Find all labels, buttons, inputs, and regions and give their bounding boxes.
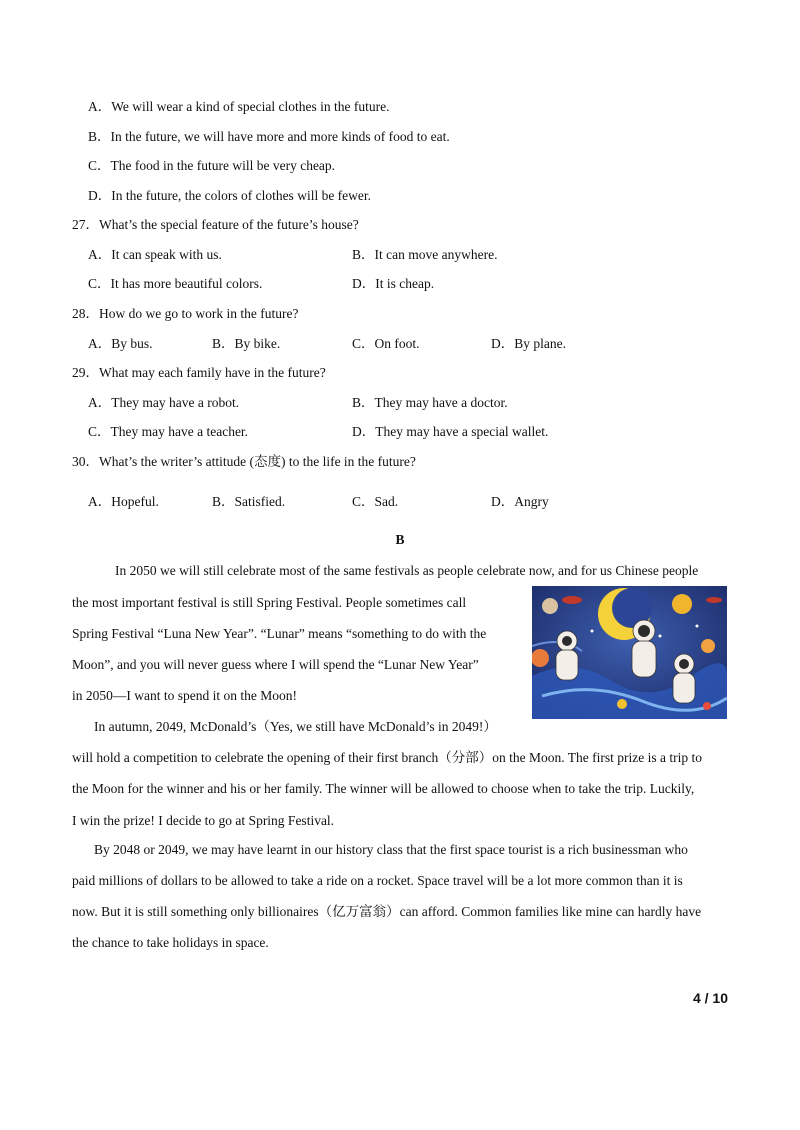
q26-option-b: B．In the future, we will have more and more kinds of food to eat. (88, 129, 450, 144)
q28-option-b: B．By bike. (212, 336, 281, 351)
q27-option-c: C．It has more beautiful colors. (88, 276, 263, 291)
paragraph-line: By 2048 or 2049, we may have learnt in our history class that the first space tourist is a rich businessman who (94, 842, 688, 857)
section-b-heading: B (395, 532, 405, 547)
paragraph-line: I win the prize! I decide to go at Spring Festival. (72, 813, 335, 828)
q30-option-b: B．Satisfied. (212, 494, 286, 509)
paragraph-line: in 2050—I want to spend it on the Moon! (72, 688, 297, 703)
paragraph-line: paid millions of dollars to be allowed to take a ride on a rocket. Space travel will be a lot more common than it is (72, 873, 683, 888)
paragraph-line: Moon”, and you will never guess where I will spend the “Lunar New Year” (72, 657, 479, 672)
q28-option-c: C．On foot. (352, 336, 420, 351)
paragraph-line: the chance to take holidays in space. (72, 935, 269, 950)
paragraph-line: the most important festival is still Spring Festival. People sometimes call (72, 595, 467, 610)
q29-option-d: D．They may have a special wallet. (352, 424, 549, 439)
space-children-illustration (532, 586, 727, 719)
q28-option-a: A．By bus. (88, 336, 153, 351)
paragraph-line: the Moon for the winner and his or her family. The winner will be allowed to choose when to take the trip. Luckily, (72, 781, 695, 796)
q30-option-a: A．Hopeful. (88, 494, 159, 509)
paragraph-line: Spring Festival “Luna New Year”. “Lunar” means “something to do with the (72, 626, 487, 641)
page-number: 4 / 10 (692, 990, 728, 1006)
q29-option-a: A．They may have a robot. (88, 395, 240, 410)
q27-question: 27．What’s the special feature of the future’s house? (72, 217, 359, 232)
q29-question: 29．What may each family have in the future? (72, 365, 326, 380)
q27-option-d: D．It is cheap. (352, 276, 435, 291)
q26-option-a: A．We will wear a kind of special clothes in the future. (88, 99, 390, 114)
q26-option-c: C．The food in the future will be very cheap. (88, 158, 336, 173)
q30-question: 30．What’s the writer’s attitude (态度) to the life in the future? (72, 454, 416, 469)
paragraph-line: now. But it is still something only billionaires（亿万富翁）can afford. Common families like mine can hardly have (72, 904, 702, 919)
q28-question: 28．How do we go to work in the future? (72, 306, 299, 321)
paragraph-line: In 2050 we will still celebrate most of the same festivals as people celebrate now, and for us Chinese people (115, 563, 699, 578)
q30-option-c: C．Sad. (352, 494, 399, 509)
paragraph-line: In autumn, 2049, McDonald’s（Yes, we still have McDonald’s in 2049!） (94, 719, 497, 734)
q30-option-d: D．Angry (491, 494, 549, 509)
q27-option-a: A．It can speak with us. (88, 247, 222, 262)
q29-option-b: B．They may have a doctor. (352, 395, 508, 410)
q29-option-c: C．They may have a teacher. (88, 424, 249, 439)
q26-option-d: D．In the future, the colors of clothes will be fewer. (88, 188, 372, 203)
q27-option-b: B．It can move anywhere. (352, 247, 498, 262)
paragraph-line: will hold a competition to celebrate the opening of their first branch（分部）on the Moon. The first prize is a trip to (72, 750, 702, 765)
q28-option-d: D．By plane. (491, 336, 566, 351)
